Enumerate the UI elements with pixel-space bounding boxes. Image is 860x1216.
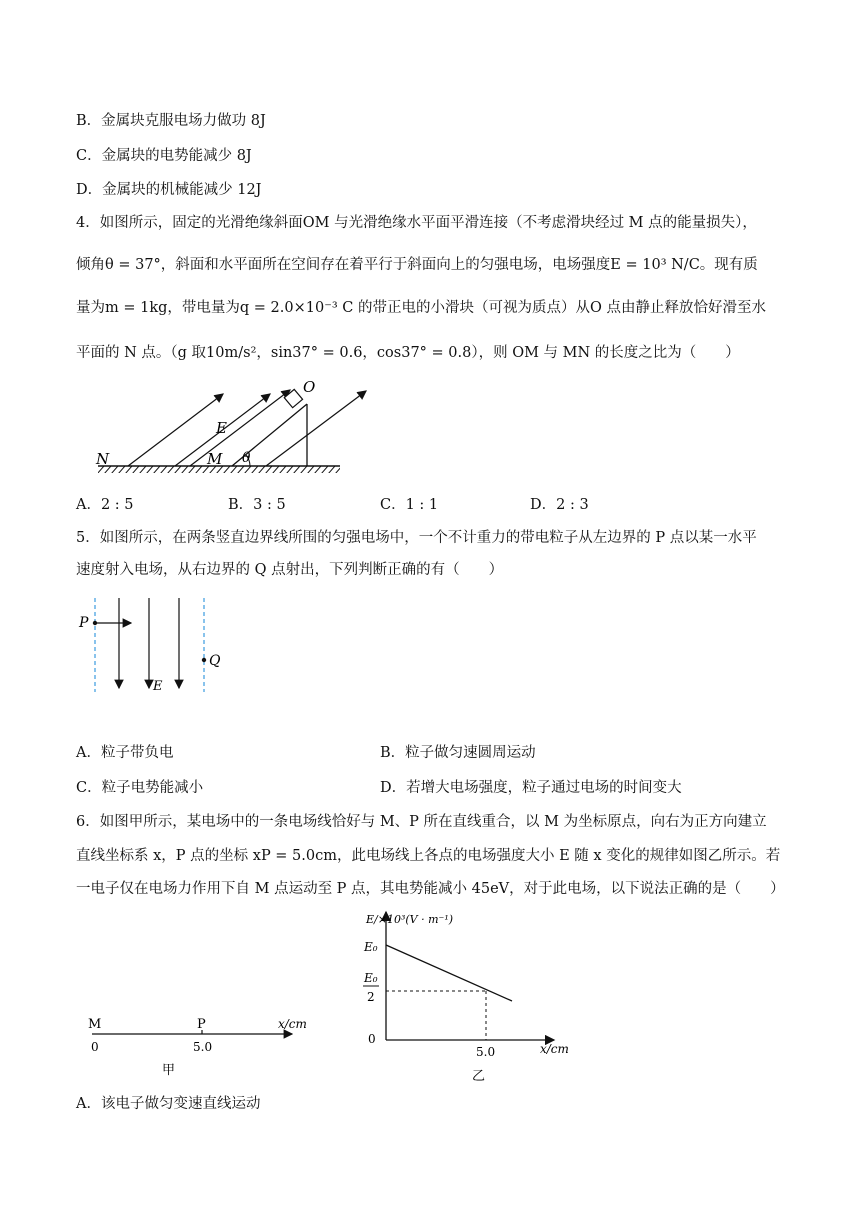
q6-stem-line2: 直线坐标系 x，P 点的坐标 xP = 5.0cm，此电场线上各点的电场强度大小 E 随 x 变化的规律如图乙所示。若 (76, 848, 781, 864)
q6-yi-tick-five: 5.0 (476, 1045, 496, 1059)
q5-label-e: E (153, 679, 163, 694)
q5-label-p: P (79, 615, 89, 631)
q6-yi-tick-zero: 0 (368, 1032, 376, 1046)
q6-figure-jia (80, 1010, 310, 1080)
q5-option-a: A．粒子带负电 (76, 745, 174, 761)
q6-stem-line3: 一电子仅在电场力作用下自 M 点运动至 P 点，其电势能减小 45eV，对于此电场，以下说法正确的是（ ） (76, 881, 785, 897)
q4-option-c: C．1 : 1 (380, 497, 439, 513)
q3-option-c: C．金属块的电势能减少 8J (76, 148, 252, 164)
q4-label-theta: θ (242, 450, 251, 466)
q4-option-d: D．2 : 3 (530, 497, 589, 513)
q6-yi-caption: 乙 (472, 1069, 486, 1084)
q5-option-b: B．粒子做匀速圆周运动 (380, 745, 536, 761)
q4-stem-line4: 平面的 N 点。（g 取10m/s²，sin37° = 0.6，cos37° = 0.8），则 OM 与 MN 的长度之比为（ ） (76, 345, 740, 361)
q4-figure (90, 378, 380, 478)
q5-stem-line2: 速度射入电场，从右边界的 Q 点射出，下列判断正确的有（ ） (76, 562, 504, 578)
q4-stem-line3: 量为m = 1kg，带电量为q = 2.0×10⁻³ C 的带正电的小滑块（可视为质点）从O 点由静止释放恰好滑至水 (76, 300, 766, 316)
q4-label-e: E (216, 419, 227, 437)
q4-option-b: B．3 : 5 (228, 497, 286, 513)
q6-jia-label-m: M (88, 1017, 102, 1032)
q6-jia-tick-zero: 0 (91, 1040, 99, 1054)
q5-option-c: C．粒子电势能减小 (76, 780, 204, 796)
q5-stem-line1: 5．如图所示，在两条竖直边界线所围的匀强电场中，一个不计重力的带电粒子从左边界的 P 点以某一水平 (76, 530, 757, 546)
q4-label-m: M (207, 450, 223, 468)
q6-figure-yi (360, 908, 580, 1086)
q4-label-n: N (96, 450, 110, 468)
q4-label-o: O (303, 378, 316, 396)
q3-option-b: B．金属块克服电场力做功 8J (76, 113, 266, 129)
q6-jia-tick-five: 5.0 (193, 1040, 213, 1054)
q6-yi-tick-e0-half-num: E₀ (364, 971, 378, 985)
q6-yi-xlabel: x/cm (540, 1042, 569, 1056)
q5-option-d: D．若增大电场强度，粒子通过电场的时间变大 (380, 780, 682, 796)
q6-jia-axis-label: x/cm (278, 1017, 307, 1031)
q4-stem-line2: 倾角θ = 37°，斜面和水平面所在空间存在着平行于斜面向上的匀强电场，电场强度E = 10³ N/C。现有质 (76, 257, 758, 273)
q6-option-a: A．该电子做匀变速直线运动 (76, 1096, 261, 1112)
q6-yi-tick-e0-half-den: 2 (367, 990, 375, 1004)
q6-jia-caption: 甲 (162, 1063, 176, 1078)
q6-yi-ylabel: E/×10³(V · m⁻¹) (366, 913, 454, 926)
q4-stem-line1: 4．如图所示，固定的光滑绝缘斜面OM 与光滑绝缘水平面平滑连接（不考虑滑块经过 M 点的能量损失）， (76, 215, 757, 231)
q6-yi-tick-e0: E₀ (364, 940, 378, 954)
q5-figure (76, 596, 236, 696)
q6-stem-line1: 6．如图甲所示，某电场中的一条电场线恰好与 M、P 所在直线重合，以 M 为坐标原点，向右为正方向建立 (76, 814, 767, 830)
q6-jia-label-p: P (197, 1017, 206, 1032)
q3-option-d: D．金属块的机械能减少 12J (76, 182, 262, 198)
q5-label-q: Q (209, 653, 221, 669)
q4-option-a: A．2 : 5 (76, 497, 134, 513)
